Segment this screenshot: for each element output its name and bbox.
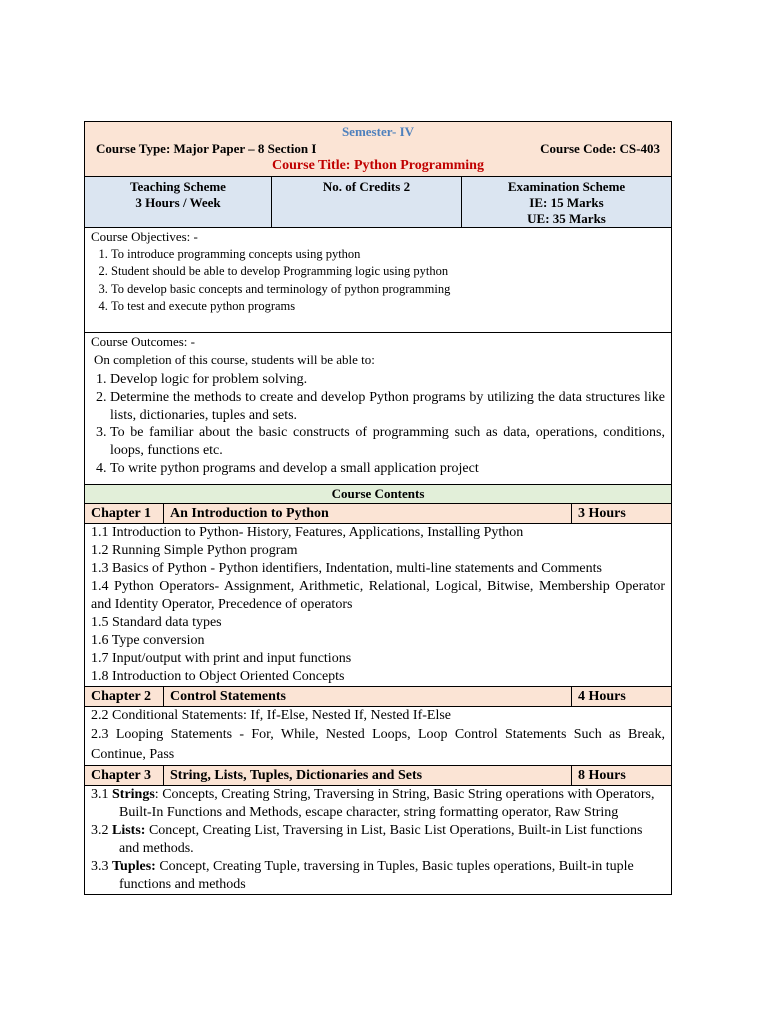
objectives-heading: Course Objectives: - [91,229,198,244]
chapter-label: Chapter 2 [85,686,164,706]
list-item: 1. Develop logic for problem solving. [110,371,665,389]
course-contents-heading: Course Contents [85,484,672,503]
list-item: 3. To develop basic concepts and terminology of python programming [111,281,665,299]
list-item: 4. To test and execute python programs [111,298,665,316]
list-item: 1.3 Basics of Python - Python identifiers, Indentation, multi-line statements and Comments [91,560,602,576]
chapter-title: Control Statements [164,686,572,706]
teaching-scheme-label: Teaching Scheme [130,179,226,194]
scheme-row [85,177,672,228]
chapter-1-topics [85,523,672,686]
list-item: 1.6 Type conversion [91,632,205,648]
list-item: 1.5 Standard data types [91,614,222,630]
list-item: 2. Student should be able to develop Programming logic using python [111,263,665,281]
list-item: 1.8 Introduction to Object Oriented Concepts [91,668,345,684]
list-item: 1.4 Python Operators- Assignment, Arithmetic, Relational, Logical, Bitwise, Membership Operator and Identity Operator, Precedence of operators [91,578,665,612]
list-item: 2.2 Conditional Statements: If, If-Else, Nested If, Nested If-Else [91,707,452,723]
chapter-2-topics [85,706,672,765]
list-item: 4. To write python programs and develop a small application project [110,460,665,478]
chapter-label: Chapter 1 [85,503,164,523]
teaching-scheme-value: 3 Hours / Week [135,195,221,210]
syllabus-table [84,121,672,895]
topic-term: Strings [112,786,155,802]
chapter-hours: 4 Hours [572,686,672,706]
exam-ie: IE: 15 Marks [529,195,604,210]
list-item: 1.1 Introduction to Python- History, Features, Applications, Installing Python [91,524,524,540]
list-item: 2.3 Looping Statements - For, While, Nested Loops, Loop Control Statements Such as Break, Continue, Pass [91,726,665,762]
list-item [91,858,665,894]
syllabus-document [84,121,671,895]
course-code: Course Code: CS-403 [540,141,660,156]
course-type-line [93,140,663,157]
objectives-list [91,246,665,316]
chapter-hours: 8 Hours [572,765,672,785]
list-item: 1.2 Running Simple Python program [91,542,298,558]
topic-term: Tuples: [112,858,156,874]
chapter-1-header [85,503,672,523]
course-title: Course Title: Python Programming [272,158,484,173]
course-header [85,122,672,177]
chapter-hours: 3 Hours [572,503,672,523]
topic-separator: : [154,786,159,802]
course-type: Course Type: Major Paper – 8 Section I [96,141,317,156]
course-objectives [85,228,672,333]
topic-number: 3.2 [91,822,109,838]
chapter-label: Chapter 3 [85,765,164,785]
chapter-2-header [85,686,672,706]
chapter-title: String, Lists, Tuples, Dictionaries and Sets [164,765,572,785]
topic-term: Lists: [112,822,146,838]
outcomes-list [91,371,665,478]
chapter-3-header [85,765,672,785]
semester-label: Semester- IV [341,124,415,139]
list-item: 3. To be familiar about the basic constructs of programming such as data, operations, conditions, loops, functions etc. [110,424,665,460]
topic-text: Concept, Creating Tuple, traversing in Tuples, Basic tuples operations, Built-in tuple functions and methods [119,858,634,892]
topic-number: 3.1 [91,786,109,802]
exam-ue: UE: 35 Marks [527,211,606,226]
outcomes-intro: On completion of this course, students will be able to: [94,352,375,367]
exam-scheme-label: Examination Scheme [507,179,626,194]
exam-scheme-cell [462,177,672,228]
topic-text: Concept, Creating List, Traversing in List, Basic List Operations, Built-in List functions and methods. [119,822,643,856]
list-item: 1. To introduce programming concepts using python [111,246,665,264]
teaching-scheme-cell [85,177,272,228]
credits-value: No. of Credits 2 [322,179,411,194]
chapter-3-topics [85,785,672,894]
list-item: 1.7 Input/output with print and input functions [91,650,352,666]
credits-cell [272,177,462,228]
topic-text: Concepts, Creating String, Traversing in String, Basic String operations with Operators, Built-In Functions and Methods, escape character, string formatting operator, Raw String [119,786,655,820]
list-item [91,822,665,858]
course-outcomes [85,333,672,485]
topic-number: 3.3 [91,858,109,874]
list-item: 2. Determine the methods to create and develop Python programs by utilizing the data structures like lists, dictionaries, tuples and sets. [110,389,665,425]
chapter-title: An Introduction to Python [164,503,572,523]
outcomes-heading: Course Outcomes: - [91,334,195,349]
list-item [91,786,665,822]
